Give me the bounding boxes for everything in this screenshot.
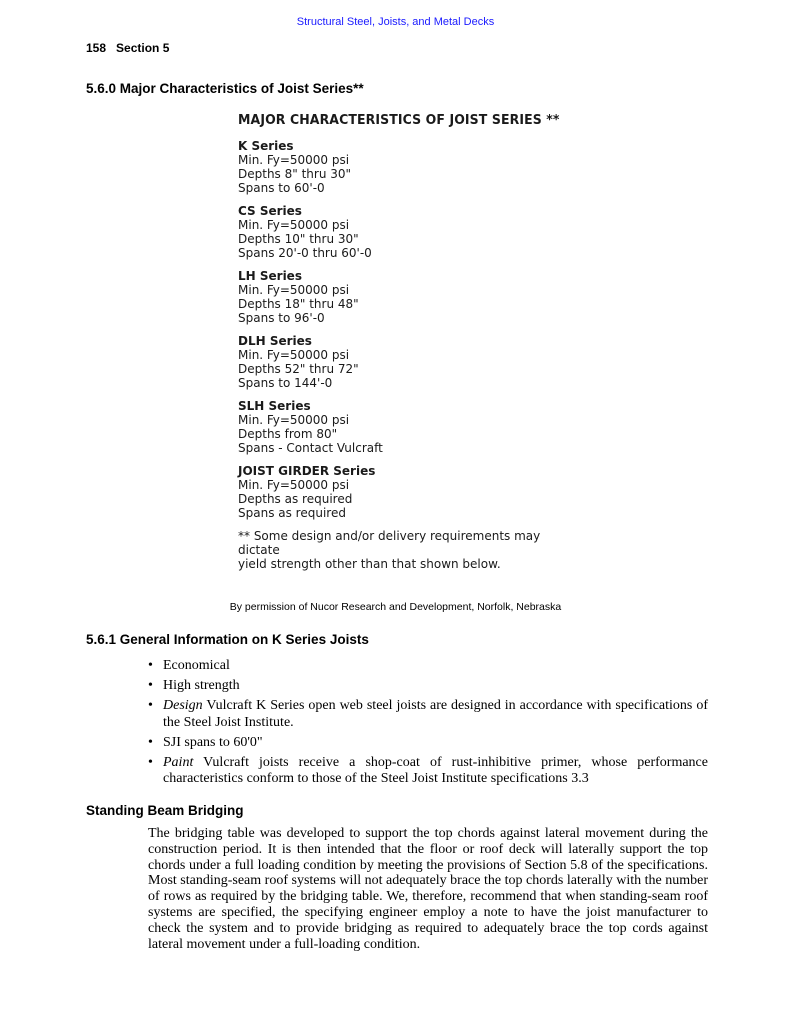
page-header (86, 41, 169, 55)
series-name: JOIST GIRDER Series (238, 464, 376, 478)
bullet-text: Vulcraft K Series open web steel joists are designed in accordance with specifications of the Steel Joist Institute. (163, 698, 708, 730)
section-label: Section 5 (116, 41, 170, 55)
series-line: Spans - Contact Vulcraft (238, 441, 383, 455)
figure-caption: By permission of Nucor Research and Development, Norfolk, Nebraska (229, 601, 562, 613)
list-item (148, 735, 708, 752)
bullet-lead: Design (163, 698, 203, 713)
figure-title: MAJOR CHARACTERISTICS OF JOIST SERIES ** (238, 111, 560, 128)
series-line: Min. Fy=50000 psi (238, 413, 350, 427)
bullet-dot: • (148, 734, 153, 750)
footnote-line: yield strength other than that shown below. (238, 557, 501, 571)
series-name: LH Series (238, 269, 302, 283)
bullet-dot: • (148, 678, 153, 693)
bullet-dot: • (148, 698, 153, 713)
series-line: Spans 20'-0 thru 60'-0 (238, 246, 372, 260)
list-item (148, 755, 708, 788)
section-heading-5-6-0: 5.6.0 Major Characteristics of Joist Series** (86, 81, 364, 96)
series-name: CS Series (238, 204, 302, 218)
series-line: Depths 18" thru 48" (238, 297, 359, 311)
k-series-bullet-list (148, 658, 708, 791)
series-name: K Series (238, 139, 294, 153)
running-head: Structural Steel, Joists, and Metal Decks (296, 16, 495, 28)
bullet-lead: Paint (163, 754, 194, 770)
series-line: Depths as required (238, 492, 353, 506)
series-line: Depths 52" thru 72" (238, 362, 359, 376)
series-line: Depths 8" thru 30" (238, 167, 352, 181)
series-line: Spans to 96'-0 (238, 311, 325, 325)
series-line: Spans to 60'-0 (238, 181, 325, 195)
bridging-paragraph: The bridging table was developed to support the top chords against lateral movement during the construction period. It is then intended that the floor or roof deck will laterally support the top chords under a full loading condition by meeting the provisions of Section 5.8 of the specifications. Most standing-seam roof systems will not adequately brace the top chords laterally with the number of rows as required by the bridging table. We, therefore, recommend that when standing-seam roof systems are specified, the specifying engineer employ a note to have the joist manufacturer to check the system and to provide bridging as required to adequately brace the top cords against lateral movement under a full-loading condition. (148, 826, 708, 952)
section-heading-5-6-1: 5.6.1 General Information on K Series Joists (86, 632, 369, 647)
series-cs (238, 204, 578, 260)
series-slh (238, 399, 578, 455)
bullet-text: SJI spans to 60'0" (163, 734, 263, 750)
bullet-text: Economical (163, 658, 230, 673)
series-line: Min. Fy=50000 psi (238, 283, 350, 297)
section-heading-standing-beam-bridging: Standing Beam Bridging (86, 803, 244, 818)
list-item (148, 678, 708, 695)
series-line: Min. Fy=50000 psi (238, 478, 350, 492)
series-name: DLH Series (238, 334, 312, 348)
list-item (148, 698, 708, 731)
series-line: Depths 10" thru 30" (238, 232, 359, 246)
series-line: Min. Fy=50000 psi (238, 153, 350, 167)
bullet-dot: • (148, 754, 153, 770)
footnote-line: ** Some design and/or delivery requirements may dictate (238, 529, 541, 557)
bullet-text: High strength (163, 678, 240, 693)
series-line: Depths from 80" (238, 427, 338, 441)
series-line: Spans as required (238, 506, 346, 520)
bullet-text: Vulcraft joists receive a shop-coat of rust-inhibitive primer, whose performance characteristics conform to those of the Steel Joist Institute specifications 3.3 (163, 754, 708, 786)
series-line: Min. Fy=50000 psi (238, 218, 350, 232)
joist-characteristics-figure (238, 112, 578, 571)
series-dlh (238, 334, 578, 390)
series-line: Spans to 144'-0 (238, 376, 333, 390)
series-line: Min. Fy=50000 psi (238, 348, 350, 362)
list-item (148, 658, 708, 675)
series-lh (238, 269, 578, 325)
figure-footnote (238, 529, 578, 571)
series-k (238, 139, 578, 195)
page-number: 158 (86, 41, 107, 55)
series-name: SLH Series (238, 399, 311, 413)
series-joist-girder (238, 464, 578, 520)
bullet-dot: • (148, 658, 153, 673)
